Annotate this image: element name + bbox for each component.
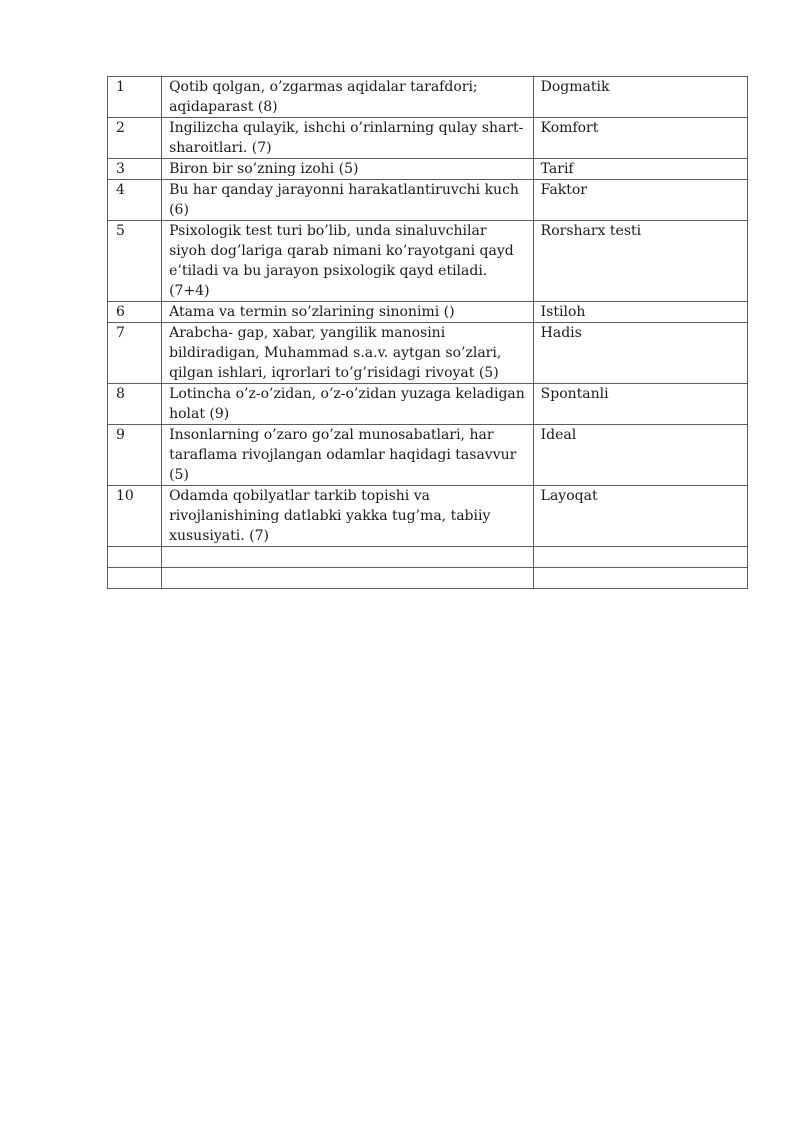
- row-number: 4: [108, 180, 162, 221]
- empty-cell: [162, 568, 534, 589]
- row-answer: Istiloh: [533, 302, 747, 323]
- row-definition: Arabcha- gap, xabar, yangilik manosini bildiradigan, Muhammad s.a.v. aytgan so’zlari, qilgan ishlari, iqrorlari to’g’risidagi rivoyat (5): [162, 323, 534, 384]
- table-row: [108, 118, 748, 159]
- row-number: 10: [108, 486, 162, 547]
- table-row: [108, 221, 748, 302]
- row-answer: Ideal: [533, 425, 747, 486]
- row-answer: Komfort: [533, 118, 747, 159]
- table-row: [108, 384, 748, 425]
- crossword-definitions-table: [107, 76, 748, 589]
- row-number: 2: [108, 118, 162, 159]
- row-number: 7: [108, 323, 162, 384]
- row-answer: Spontanli: [533, 384, 747, 425]
- empty-table-row: [108, 568, 748, 589]
- table-row: [108, 323, 748, 384]
- row-definition: Qotib qolgan, o’zgarmas aqidalar tarafdori; aqidaparast (8): [162, 77, 534, 118]
- row-number: 1: [108, 77, 162, 118]
- row-definition: Ingilizcha qulayik, ishchi o’rinlarning qulay shart-sharoitlari. (7): [162, 118, 534, 159]
- table-row: [108, 425, 748, 486]
- row-definition: Lotincha o’z-o’zidan, o’z-o’zidan yuzaga keladigan holat (9): [162, 384, 534, 425]
- row-number: 3: [108, 159, 162, 180]
- table-row: [108, 159, 748, 180]
- empty-table-row: [108, 547, 748, 568]
- row-definition: Psixologik test turi bo’lib, unda sinaluvchilar siyoh dog’lariga qarab nimani ko’rayotgani qayd e’tiladi va bu jarayon psixologik qayd etiladi. (7+4): [162, 221, 534, 302]
- row-answer: Faktor: [533, 180, 747, 221]
- empty-cell: [162, 547, 534, 568]
- row-answer: Layoqat: [533, 486, 747, 547]
- empty-cell: [533, 568, 747, 589]
- row-definition: Bu har qanday jarayonni harakatlantiruvchi kuch (6): [162, 180, 534, 221]
- empty-cell: [108, 547, 162, 568]
- row-number: 6: [108, 302, 162, 323]
- row-definition: Odamda qobilyatlar tarkib topishi va rivojlanishining datlabki yakka tug’ma, tabiiy xususiyati. (7): [162, 486, 534, 547]
- table-row: [108, 486, 748, 547]
- row-number: 8: [108, 384, 162, 425]
- row-number: 9: [108, 425, 162, 486]
- row-definition: Atama va termin so’zlarining sinonimi (): [162, 302, 534, 323]
- empty-cell: [533, 547, 747, 568]
- table-row: [108, 77, 748, 118]
- table-row: [108, 302, 748, 323]
- table-row: [108, 180, 748, 221]
- row-answer: Dogmatik: [533, 77, 747, 118]
- row-number: 5: [108, 221, 162, 302]
- row-definition: Biron bir so’zning izohi (5): [162, 159, 534, 180]
- row-definition: Insonlarning o’zaro go’zal munosabatlari, har taraflama rivojlangan odamlar haqidagi tasavvur (5): [162, 425, 534, 486]
- row-answer: Hadis: [533, 323, 747, 384]
- row-answer: Tarif: [533, 159, 747, 180]
- empty-cell: [108, 568, 162, 589]
- row-answer: Rorsharx testi: [533, 221, 747, 302]
